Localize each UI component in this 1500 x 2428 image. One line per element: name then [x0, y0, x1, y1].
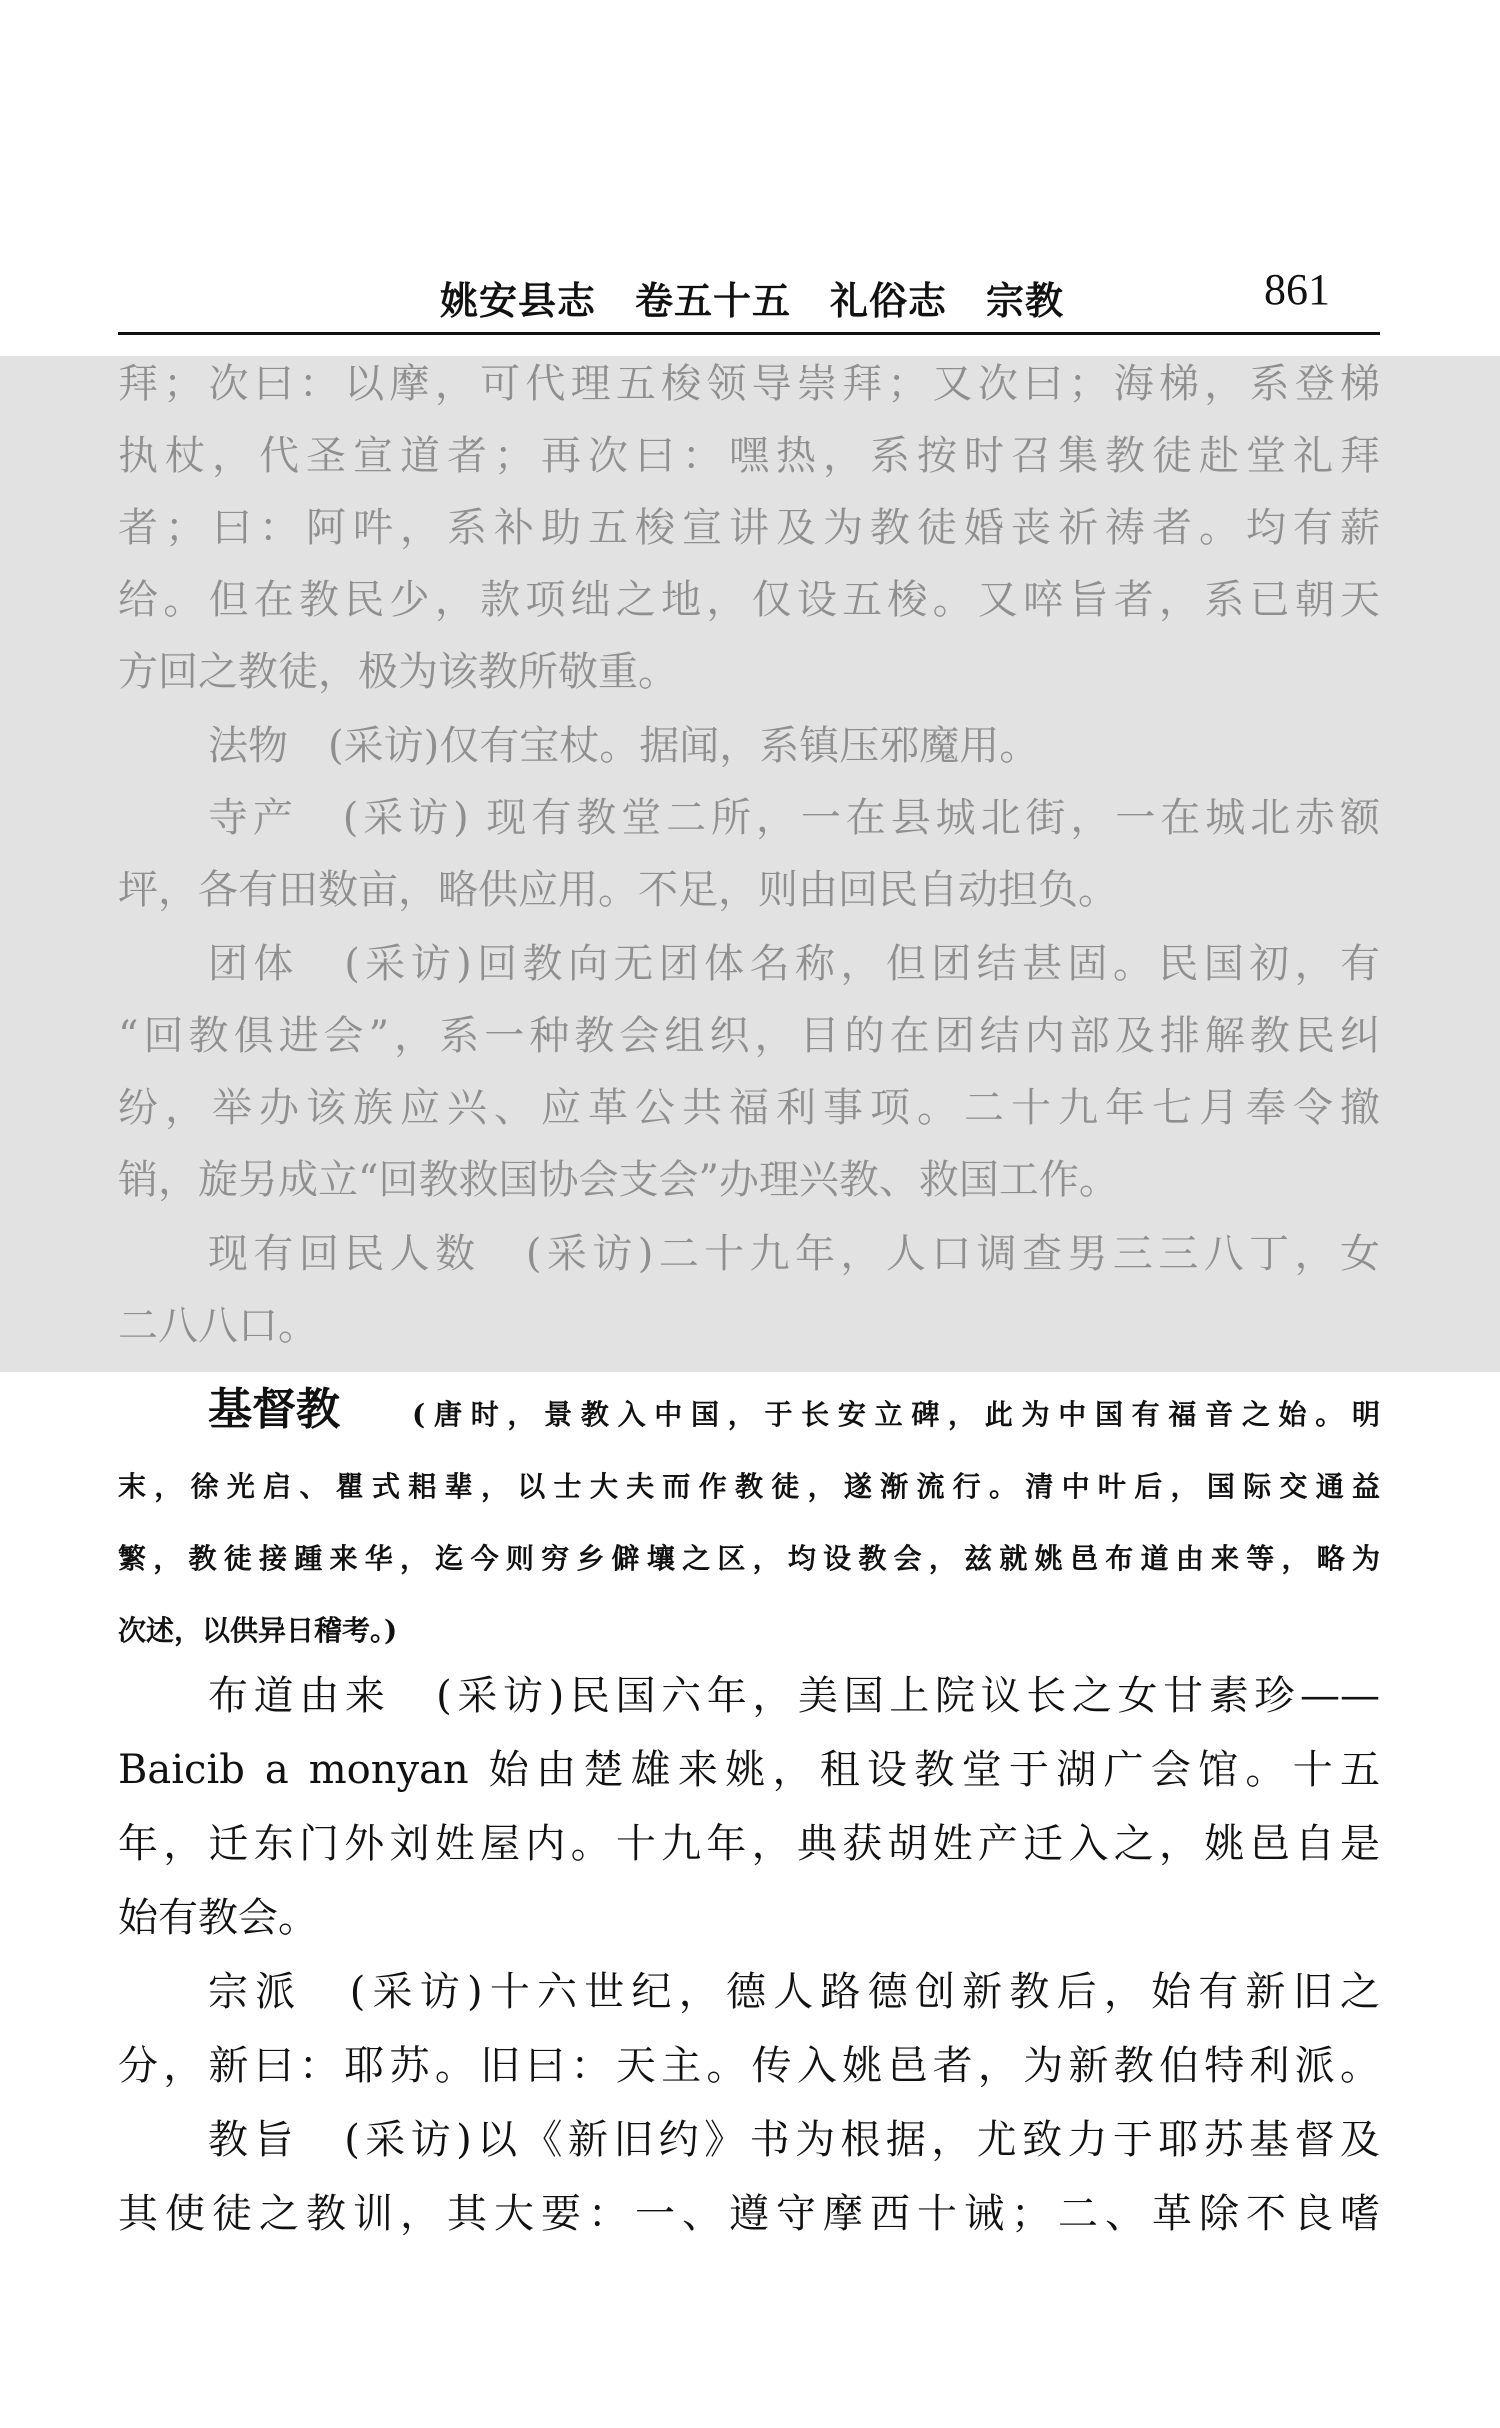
- text-line: 执杖，代圣宣道者；再次曰：嘿热，系按时召集教徒赴堂礼拜: [118, 433, 1380, 479]
- text-line: 坪，各有田数亩，略供应用。不足，则由回民自动担负。: [118, 867, 1118, 913]
- text-line: 给。但在教民少，款项绌之地，仅设五梭。又啐旨者，系已朝天: [118, 577, 1380, 623]
- page-header: [118, 262, 1380, 335]
- text-line: 宗派 (采访)十六世纪，德人路德创新教后，始有新旧之: [208, 1969, 1380, 2015]
- text-line: 教旨 (采访)以《新旧约》书为根据，尤致力于耶苏基督及: [208, 2117, 1380, 2163]
- text-line: 纷，举办该族应兴、应革公共福利事项。二十九年七月奉令撤: [118, 1085, 1380, 1131]
- note-line: 次述，以供异日稽考。): [118, 1614, 398, 1647]
- text-line: 法物 (采访)仅有宝杖。据闻，系镇压邪魔用。: [208, 723, 1040, 769]
- text-line: “回教俱进会”，系一种教会组织，目的在团结内部及排解教民纠: [118, 1013, 1380, 1059]
- text-line: 者；曰：阿吽，系补助五梭宣讲及为教徒婚丧祈祷者。均有薪: [118, 505, 1380, 551]
- text-line: 销，旋另成立“回教救国协会支会”办理兴教、救国工作。: [118, 1157, 1119, 1203]
- text-line: 团体 (采访)回教向无团体名称，但团结甚固。民国初，有: [208, 941, 1380, 987]
- section-heading: 基督教: [208, 1384, 340, 1435]
- note-line: 末，徐光启、瞿式耜辈，以士大夫而作教徒，遂渐流行。清中叶后，国际交通益: [118, 1470, 1380, 1503]
- text-line: Baicib a monyan 始由楚雄来姚，租设教堂于湖广会馆。十五: [118, 1747, 1380, 1793]
- highlighted-region: [0, 356, 1500, 1372]
- text-line: 其使徒之教训，其大要：一、遵守摩西十诫；二、革除不良嗜: [118, 2191, 1380, 2237]
- text-line: 始有教会。: [118, 1895, 318, 1941]
- running-title: 姚安县志 卷五十五 礼俗志 宗教: [440, 278, 1065, 323]
- text-line: 布道由来 (采访)民国六年，美国上院议长之女甘素珍——: [208, 1673, 1380, 1719]
- page-number: 861: [1264, 265, 1330, 314]
- text-line: 分，新曰：耶苏。旧曰：天主。传入姚邑者，为新教伯特利派。: [118, 2043, 1380, 2089]
- text-line: 拜；次曰：以摩，可代理五梭领导崇拜；又次曰；海梯，系登梯: [118, 361, 1380, 407]
- text-line: 寺产 (采访) 现有教堂二所，一在县城北街，一在城北赤额: [208, 795, 1380, 841]
- note-line: 繁，教徒接踵来华，迄今则穷乡僻壤之区，均设教会，兹就姚邑布道由来等，略为: [118, 1542, 1380, 1575]
- text-line: 现有回民人数 (采访)二十九年，人口调查男三三八丁，女: [208, 1231, 1380, 1277]
- text-line: 方回之教徒，极为该教所敬重。: [118, 649, 678, 695]
- text-line: 年，迁东门外刘姓屋内。十九年，典获胡姓产迁入之，姚邑自是: [118, 1821, 1380, 1867]
- text-line: 二八八口。: [118, 1303, 318, 1349]
- note-line: (唐时，景教入中国，于长安立碑，此为中国有福音之始。明: [412, 1398, 1380, 1431]
